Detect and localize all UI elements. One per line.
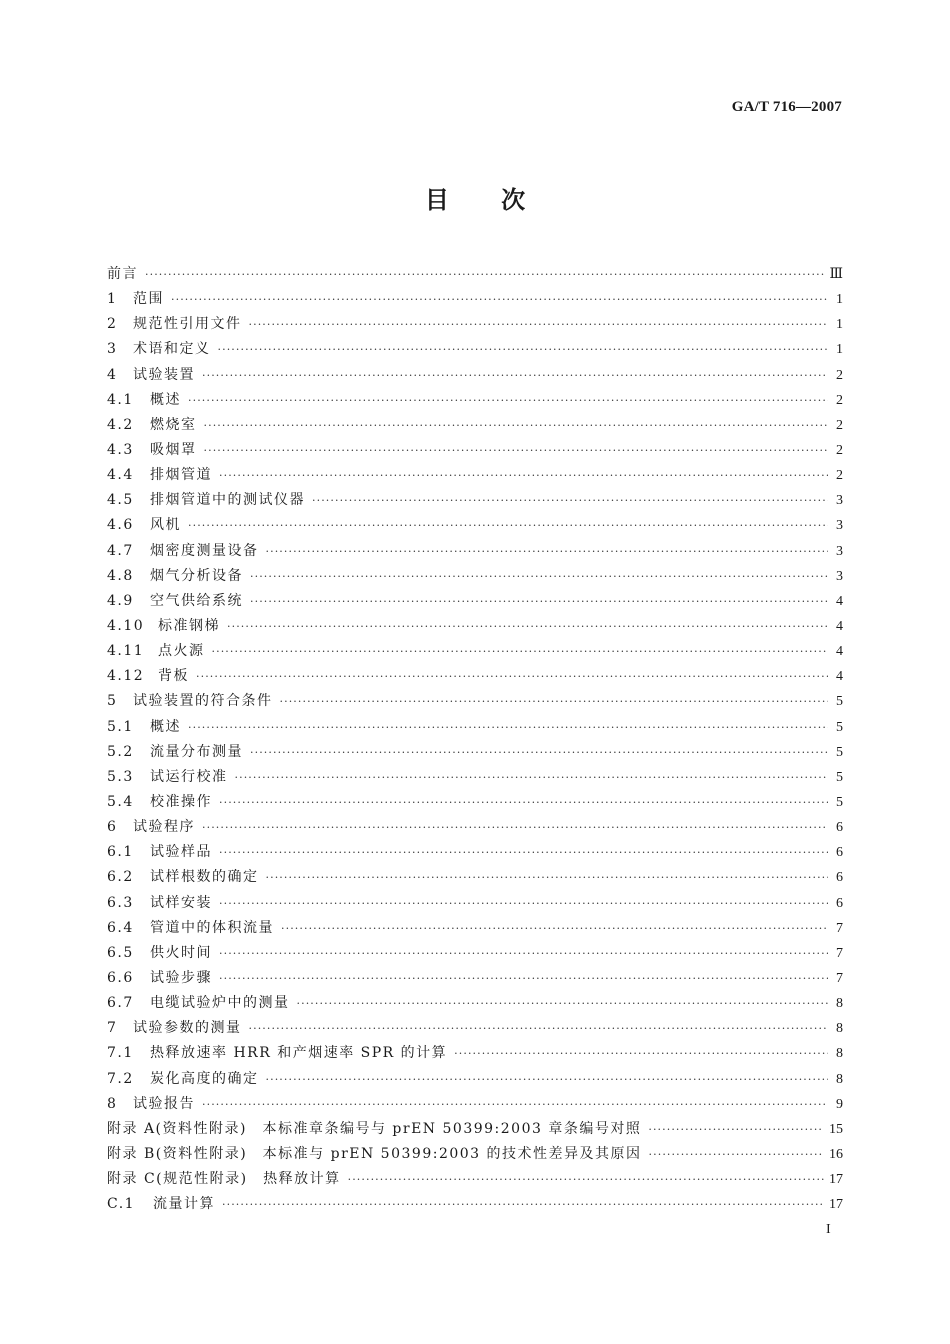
toc-entry-page: 5 <box>836 719 843 735</box>
toc-entry-number: 4.10 <box>107 617 145 634</box>
toc-entry-page: 5 <box>836 769 843 785</box>
toc-entry-title: 前言 <box>107 266 138 282</box>
toc-dot-leader <box>219 790 828 815</box>
toc-entry[interactable] <box>107 689 843 714</box>
toc-entry-page: 5 <box>836 744 843 760</box>
toc-entry-number: 5.1 <box>107 718 134 735</box>
toc-entry-title: 背板 <box>158 668 189 685</box>
toc-entry[interactable] <box>107 765 843 790</box>
toc-entry[interactable] <box>107 463 843 488</box>
toc-entry-title: 概述 <box>150 718 181 735</box>
toc-entry-page: 6 <box>836 845 843 861</box>
toc-entry-title: 试运行校准 <box>150 768 228 785</box>
toc-entry-number: 7 <box>107 1020 118 1037</box>
toc-dot-leader <box>348 1167 824 1192</box>
toc-entry[interactable] <box>107 1041 843 1066</box>
toc-entry-title: 试验样品 <box>150 844 212 861</box>
toc-entry-page: 8 <box>836 1046 843 1062</box>
toc-dot-leader <box>188 513 828 538</box>
toc-entry-page: 4 <box>836 669 843 685</box>
toc-entry[interactable] <box>107 363 843 388</box>
toc-entry[interactable] <box>107 1117 843 1142</box>
toc-entry-title: 风机 <box>150 517 181 534</box>
toc-dot-leader <box>250 564 828 589</box>
toc-entry-title: 规范性引用文件 <box>133 316 242 333</box>
toc-dot-leader <box>250 589 828 614</box>
toc-dot-leader <box>249 312 829 337</box>
toc-dot-leader <box>145 262 824 287</box>
toc-entry-title: 流量计算 <box>153 1196 215 1213</box>
toc-entry-page: 5 <box>836 694 843 710</box>
toc-dot-leader <box>222 1192 824 1217</box>
toc-dot-leader <box>202 815 828 840</box>
toc-entry-number: 8 <box>107 1095 118 1112</box>
toc-entry[interactable] <box>107 262 843 287</box>
toc-entry-page: 2 <box>836 392 843 408</box>
toc-entry-title: 炭化高度的确定 <box>150 1070 259 1087</box>
toc-entry-title: 流量分布测量 <box>150 743 243 760</box>
toc-entry-number: 7.1 <box>107 1045 134 1062</box>
toc-entry-title: 试验步骤 <box>150 969 212 986</box>
toc-entry-number: 1 <box>107 291 118 308</box>
toc-entry[interactable] <box>107 1016 843 1041</box>
toc-dot-leader <box>280 689 829 714</box>
toc-dot-leader <box>188 715 828 740</box>
toc-entry-title: 试样安装 <box>150 894 212 911</box>
toc-entry-page: 3 <box>836 518 843 534</box>
toc-entry-number: 4.3 <box>107 441 134 458</box>
toc-dot-leader <box>249 1016 829 1041</box>
toc-entry-page: 7 <box>836 920 843 936</box>
toc-dot-leader <box>202 363 828 388</box>
toc-dot-leader <box>171 287 828 312</box>
toc-entry[interactable] <box>107 1092 843 1117</box>
toc-entry-number: 4.6 <box>107 517 134 534</box>
toc-entry[interactable] <box>107 513 843 538</box>
toc-entry-title: 试验程序 <box>133 819 195 836</box>
toc-entry[interactable] <box>107 1192 843 1217</box>
toc-entry-page: 3 <box>836 543 843 559</box>
toc-dot-leader <box>218 337 829 362</box>
toc-dot-leader <box>266 539 829 564</box>
toc-entry-page: 6 <box>836 870 843 886</box>
toc-entry[interactable] <box>107 840 843 865</box>
toc-entry-title: 排烟管道 <box>150 467 212 484</box>
toc-entry-title: 试验报告 <box>133 1095 195 1112</box>
toc-entry-number: 6.5 <box>107 944 134 961</box>
toc-entry-number: 4.5 <box>107 492 134 509</box>
toc-entry[interactable] <box>107 589 843 614</box>
toc-dot-leader <box>281 916 828 941</box>
toc-entry-page: 2 <box>836 442 843 458</box>
toc-dot-leader <box>196 664 828 689</box>
toc-entry-title: 试验参数的测量 <box>133 1020 242 1037</box>
toc-dot-leader <box>204 438 829 463</box>
toc-dot-leader <box>219 941 828 966</box>
toc-dot-leader <box>202 1092 828 1117</box>
toc-entry[interactable] <box>107 941 843 966</box>
toc-entry-title: 标准钢梯 <box>158 617 220 634</box>
toc-entry[interactable] <box>107 413 843 438</box>
toc-entry-page: 2 <box>836 468 843 484</box>
toc-entry[interactable] <box>107 614 843 639</box>
toc-entry[interactable] <box>107 966 843 991</box>
toc-entry-title: 试验装置的符合条件 <box>133 693 273 710</box>
toc-entry-number: 4.12 <box>107 668 145 685</box>
toc-entry-page: 8 <box>836 1071 843 1087</box>
toc-entry-page: 6 <box>836 895 843 911</box>
page-folio: I <box>826 1222 831 1237</box>
toc-dot-leader <box>188 388 828 413</box>
toc-entry[interactable] <box>107 865 843 890</box>
toc-dot-leader <box>235 765 829 790</box>
toc-entry[interactable] <box>107 790 843 815</box>
toc-entry-page: Ⅲ <box>829 267 843 282</box>
toc-entry-number: 4.4 <box>107 467 134 484</box>
toc-entry-number: 6 <box>107 819 118 836</box>
toc-entry-number: 4.8 <box>107 567 134 584</box>
toc-entry-number: 5.4 <box>107 793 134 810</box>
toc-entry[interactable] <box>107 438 843 463</box>
toc-entry-page: 1 <box>836 292 843 308</box>
toc-entry-title: 附录 C(规范性附录) 热释放计算 <box>107 1171 341 1188</box>
toc-entry-title: 点火源 <box>158 643 205 660</box>
toc-entry-number: 4.7 <box>107 542 134 559</box>
toc-entry[interactable] <box>107 312 843 337</box>
toc-entry-page: 17 <box>829 1172 843 1188</box>
toc-entry[interactable] <box>107 740 843 765</box>
toc-entry-number: 7.2 <box>107 1070 134 1087</box>
toc-entry-title: 附录 A(资料性附录) 本标准章条编号与 prEN 50399:2003 章条编号对照 <box>107 1120 642 1137</box>
toc-entry-number: C.1 <box>107 1196 136 1213</box>
toc-entry-page: 1 <box>836 317 843 333</box>
toc-entry-title: 吸烟罩 <box>150 441 197 458</box>
toc-entry-number: 6.7 <box>107 995 134 1012</box>
toc-entry[interactable] <box>107 488 843 513</box>
toc-entry-number: 6.2 <box>107 869 134 886</box>
toc-dot-leader <box>266 865 829 890</box>
toc-entry-title: 热释放速率 HRR 和产烟速率 SPR 的计算 <box>150 1045 448 1062</box>
toc-entry-title: 烟气分析设备 <box>150 567 243 584</box>
toc-entry[interactable] <box>107 664 843 689</box>
toc-dot-leader <box>454 1041 828 1066</box>
toc-entry-number: 6.6 <box>107 969 134 986</box>
toc-dot-leader <box>250 740 828 765</box>
toc-entry-number: 6.4 <box>107 919 134 936</box>
toc-entry[interactable] <box>107 991 843 1016</box>
toc-entry-title: 术语和定义 <box>133 341 211 358</box>
toc-entry-title: 燃烧室 <box>150 416 197 433</box>
toc-entry-page: 3 <box>836 568 843 584</box>
toc-dot-leader <box>266 1067 829 1092</box>
toc-dot-leader <box>219 463 828 488</box>
toc-entry-page: 15 <box>829 1121 843 1137</box>
toc-entry-number: 6.3 <box>107 894 134 911</box>
toc-entry-title: 供火时间 <box>150 944 212 961</box>
toc-entry-number: 4.2 <box>107 416 134 433</box>
toc-entry[interactable] <box>107 916 843 941</box>
toc-entry-page: 4 <box>836 644 843 660</box>
table-of-contents <box>107 262 843 1217</box>
toc-entry-number: 5 <box>107 693 118 710</box>
toc-dot-leader <box>219 840 828 865</box>
toc-entry-title: 管道中的体积流量 <box>150 919 274 936</box>
toc-entry-title: 空气供给系统 <box>150 592 243 609</box>
toc-entry-title: 附录 B(资料性附录) 本标准与 prEN 50399:2003 的技术性差异及其原因 <box>107 1145 642 1162</box>
toc-entry-number: 4 <box>107 366 118 383</box>
toc-entry-title: 范围 <box>133 291 164 308</box>
toc-entry-page: 4 <box>836 593 843 609</box>
toc-entry-page: 8 <box>836 1021 843 1037</box>
toc-dot-leader <box>219 891 828 916</box>
toc-entry[interactable] <box>107 891 843 916</box>
toc-entry[interactable] <box>107 287 843 312</box>
toc-entry[interactable] <box>107 639 843 664</box>
toc-entry-page: 1 <box>836 342 843 358</box>
toc-entry-page: 9 <box>836 1096 843 1112</box>
toc-dot-leader <box>219 966 828 991</box>
toc-dot-leader <box>312 488 828 513</box>
toc-dot-leader <box>204 413 829 438</box>
standard-code: GA/T 716—2007 <box>731 99 842 115</box>
toc-entry-page: 4 <box>836 618 843 634</box>
toc-entry[interactable] <box>107 1167 843 1192</box>
toc-entry-page: 2 <box>836 367 843 383</box>
toc-entry-title: 排烟管道中的测试仪器 <box>150 492 305 509</box>
toc-entry[interactable] <box>107 564 843 589</box>
toc-entry-page: 2 <box>836 417 843 433</box>
toc-entry-number: 2 <box>107 316 118 333</box>
toc-entry-page: 6 <box>836 820 843 836</box>
toc-entry-title: 烟密度测量设备 <box>150 542 259 559</box>
toc-dot-leader <box>212 639 829 664</box>
toc-entry[interactable] <box>107 337 843 362</box>
toc-entry-page: 5 <box>836 794 843 810</box>
toc-entry-number: 4.1 <box>107 391 134 408</box>
toc-entry[interactable] <box>107 388 843 413</box>
toc-entry-page: 7 <box>836 945 843 961</box>
toc-entry-number: 3 <box>107 341 118 358</box>
toc-entry-number: 5.3 <box>107 768 134 785</box>
toc-entry-title: 校准操作 <box>150 793 212 810</box>
toc-entry-page: 3 <box>836 493 843 509</box>
toc-entry[interactable] <box>107 539 843 564</box>
toc-entry-number: 6.1 <box>107 844 134 861</box>
toc-dot-leader <box>297 991 829 1016</box>
page-title: 目 次 <box>424 186 526 214</box>
toc-entry-page: 17 <box>829 1197 843 1213</box>
toc-dot-leader <box>227 614 828 639</box>
toc-entry[interactable] <box>107 1067 843 1092</box>
toc-entry-number: 4.11 <box>107 643 145 660</box>
toc-entry[interactable] <box>107 1142 843 1167</box>
toc-entry-number: 4.9 <box>107 592 134 609</box>
toc-dot-leader <box>648 1117 824 1142</box>
toc-entry-page: 7 <box>836 970 843 986</box>
toc-entry[interactable] <box>107 715 843 740</box>
toc-entry-title: 电缆试验炉中的测量 <box>150 995 290 1012</box>
toc-dot-leader <box>649 1142 824 1167</box>
toc-entry-page: 16 <box>829 1146 843 1162</box>
toc-entry-title: 概述 <box>150 391 181 408</box>
toc-entry[interactable] <box>107 815 843 840</box>
toc-entry-number: 5.2 <box>107 743 134 760</box>
toc-entry-page: 8 <box>836 996 843 1012</box>
toc-entry-title: 试样根数的确定 <box>150 869 259 886</box>
toc-entry-title: 试验装置 <box>133 366 195 383</box>
